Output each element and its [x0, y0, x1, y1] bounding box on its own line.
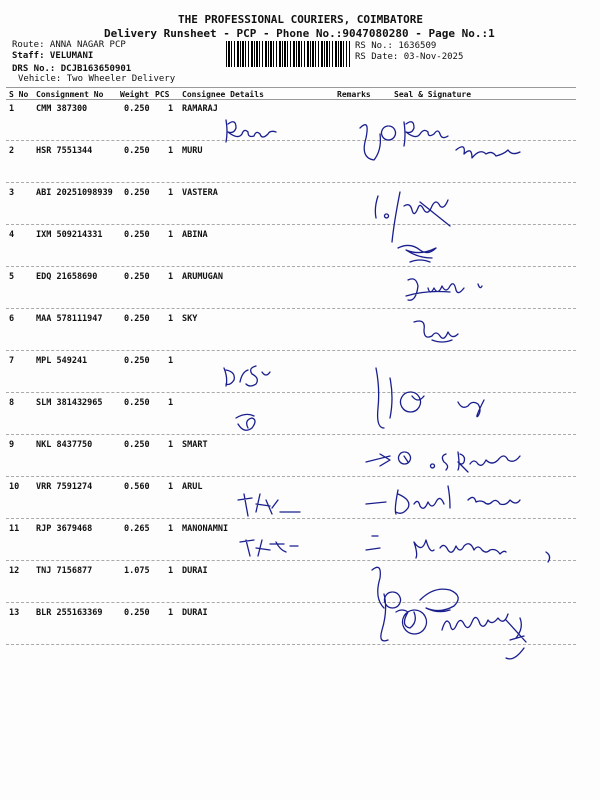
- row-pcs: 1: [168, 314, 174, 324]
- remark-11: [240, 540, 298, 556]
- row-separator: [6, 560, 576, 561]
- row-pcs: 1: [168, 188, 174, 198]
- row-consignment-no: TNJ 7156877: [36, 566, 93, 576]
- signature-12-13: [372, 567, 526, 659]
- row-weight: 0.250: [124, 146, 150, 156]
- row-pcs: 1: [168, 440, 174, 450]
- row-pcs: 1: [168, 398, 174, 408]
- row-weight: 0.250: [124, 104, 150, 114]
- signature-9: [366, 452, 520, 472]
- row-consignment-no: HSR 7551344: [36, 146, 93, 156]
- remark-8: [236, 414, 255, 430]
- header-bottom-rule: [6, 99, 576, 100]
- row-weight: 0.250: [124, 188, 150, 198]
- row-pcs: 1: [168, 356, 174, 366]
- row-pcs: 1: [168, 482, 174, 492]
- row-pcs: 1: [168, 104, 174, 114]
- row-sno: 13: [9, 608, 20, 618]
- row-consignee: ARUMUGAN: [182, 272, 223, 282]
- signature-10: [366, 486, 520, 514]
- row-consignee: DURAI: [182, 608, 208, 618]
- col-consignment: Consignment No: [36, 90, 104, 99]
- signature-11: [366, 536, 550, 562]
- row-consignment-no: ABI 20251098939: [36, 188, 113, 198]
- row-separator: [6, 602, 576, 603]
- row-weight: 0.250: [124, 440, 150, 450]
- row-sno: 9: [9, 440, 15, 450]
- row-weight: 0.250: [124, 314, 150, 324]
- row-separator: [6, 182, 576, 183]
- row-sno: 5: [9, 272, 15, 282]
- row-consignment-no: RJP 3679468: [36, 524, 93, 534]
- row-sno: 12: [9, 566, 20, 576]
- row-consignment-no: MAA 578111947: [36, 314, 103, 324]
- remark-7: [224, 366, 270, 386]
- row-separator: [6, 308, 576, 309]
- col-sno: S No: [9, 90, 29, 99]
- row-separator: [6, 350, 576, 351]
- col-consignee: Consignee Details: [182, 90, 264, 99]
- row-consignee: SKY: [182, 314, 198, 324]
- company-title: THE PROFESSIONAL COURIERS, COIMBATORE: [178, 13, 424, 26]
- row-separator: [6, 140, 576, 141]
- signature-5: [406, 279, 482, 300]
- row-weight: 0.250: [124, 230, 150, 240]
- row-consignee: MURU: [182, 146, 203, 156]
- row-consignee: SMART: [182, 440, 208, 450]
- row-consignee: DURAI: [182, 566, 208, 576]
- row-sno: 1: [9, 104, 15, 114]
- row-consignee: ABINA: [182, 230, 208, 240]
- row-pcs: 1: [168, 146, 174, 156]
- row-consignment-no: SLM 381432965: [36, 398, 103, 408]
- row-weight: 0.250: [124, 272, 150, 282]
- drs-number: DRS No.: DCJB163650901: [12, 64, 132, 74]
- row-consignment-no: CMM 387300: [36, 104, 88, 114]
- row-sno: 3: [9, 188, 15, 198]
- signature-3: [375, 192, 450, 242]
- row-sno: 2: [9, 146, 15, 156]
- row-sno: 11: [9, 524, 20, 534]
- row-sno: 7: [9, 356, 15, 366]
- row-weight: 0.250: [124, 608, 150, 618]
- row-weight: 0.250: [124, 398, 150, 408]
- col-remarks: Remarks: [337, 90, 371, 99]
- runsheet-subtitle: Delivery Runsheet - PCP - Phone No.:9047080280 - Page No.:1: [104, 27, 495, 40]
- row-pcs: 1: [168, 524, 174, 534]
- row-separator: [6, 476, 576, 477]
- col-pcs: PCS: [155, 90, 170, 99]
- row-separator: [6, 644, 576, 645]
- rs-date: RS Date: 03-Nov-2025: [355, 52, 464, 62]
- row-weight: 0.265: [124, 524, 150, 534]
- row-sno: 8: [9, 398, 15, 408]
- row-consignee: VASTERA: [182, 188, 218, 198]
- row-consignment-no: MPL 549241: [36, 356, 88, 366]
- row-consignment-no: VRR 7591274: [36, 482, 93, 492]
- row-separator: [6, 518, 576, 519]
- signature-6: [414, 321, 458, 342]
- row-pcs: 1: [168, 230, 174, 240]
- col-seal-signature: Seal & Signature: [394, 90, 472, 99]
- row-separator: [6, 224, 576, 225]
- row-consignment-no: NKL 8437750: [36, 440, 93, 450]
- row-sno: 10: [9, 482, 20, 492]
- row-consignment-no: IXM 509214331: [36, 230, 103, 240]
- route-label: Route: ANNA NAGAR PCP: [12, 40, 126, 50]
- row-weight: 1.075: [124, 566, 150, 576]
- row-consignment-no: EDQ 21658690: [36, 272, 98, 282]
- row-weight: 0.250: [124, 356, 150, 366]
- signature-8: [376, 368, 484, 428]
- row-sno: 4: [9, 230, 15, 240]
- staff-label: Staff: VELUMANI: [12, 51, 94, 61]
- row-weight: 0.560: [124, 482, 150, 492]
- col-weight: Weight: [120, 90, 149, 99]
- row-consignee: RAMARAJ: [182, 104, 218, 114]
- row-consignee: ARUL: [182, 482, 203, 492]
- vehicle-label: Vehicle: Two Wheeler Delivery: [18, 74, 176, 84]
- remark-10: [238, 494, 300, 516]
- barcode-image: [226, 41, 350, 67]
- row-consignment-no: BLR 255163369: [36, 608, 103, 618]
- row-pcs: 1: [168, 272, 174, 282]
- row-consignee: MANONAMNI: [182, 524, 229, 534]
- signature-4: [398, 245, 436, 262]
- row-pcs: 1: [168, 608, 174, 618]
- row-separator: [6, 434, 576, 435]
- row-pcs: 1: [168, 566, 174, 576]
- row-separator: [6, 266, 576, 267]
- header-top-rule: [6, 87, 576, 88]
- row-sno: 6: [9, 314, 15, 324]
- signature-1-left: [226, 120, 276, 142]
- row-separator: [6, 392, 576, 393]
- rs-number: RS No.: 1636509: [355, 41, 437, 51]
